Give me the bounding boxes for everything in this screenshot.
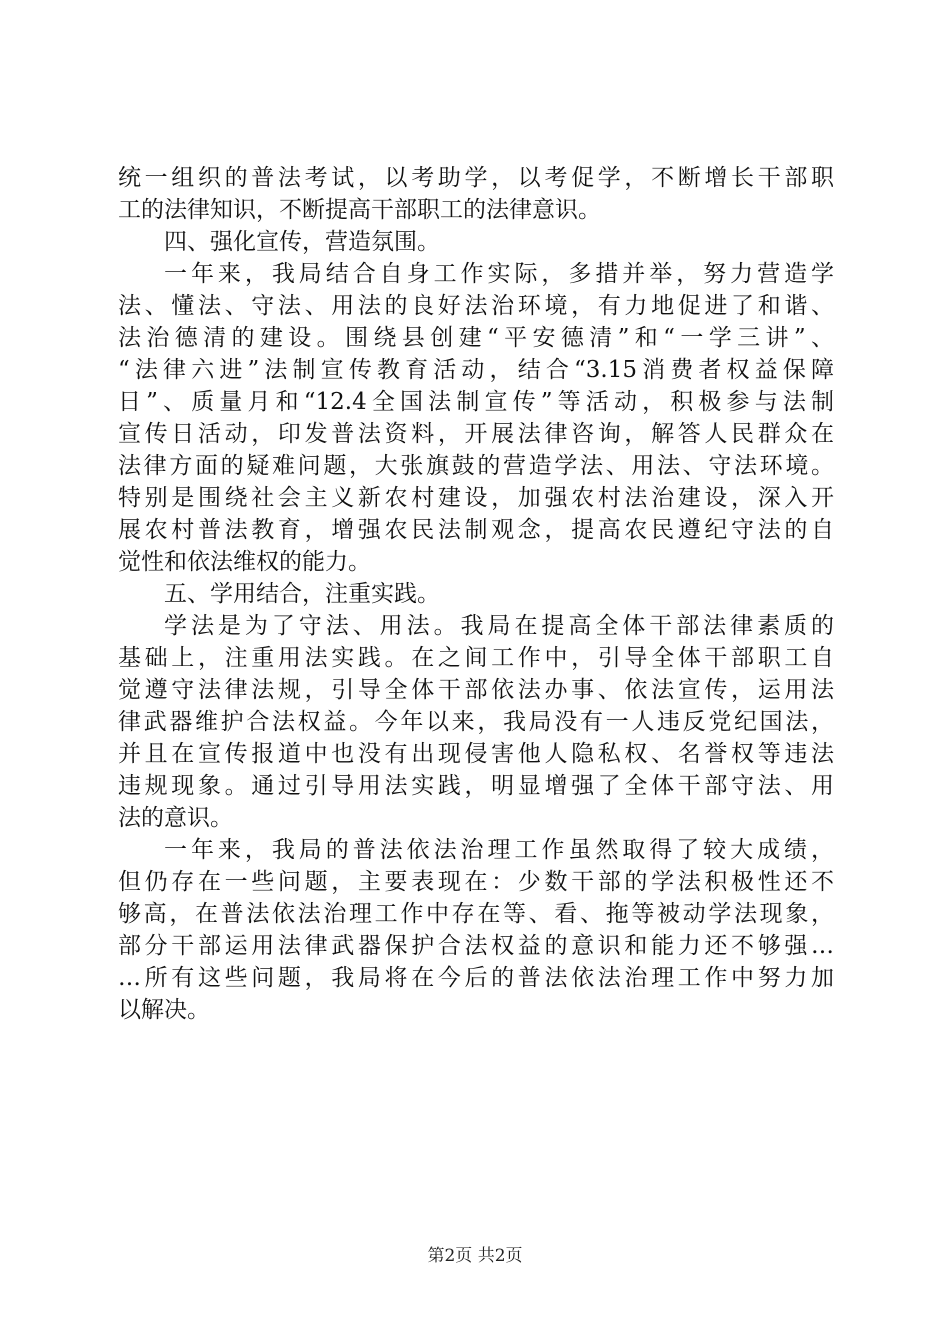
- text-line: 以解决。: [118, 997, 210, 1023]
- text-line: 违规现象。通过引导用法实践，明显增强了全体干部守法、用: [118, 773, 834, 799]
- text-line: 五、学用结合，注重实践。: [164, 581, 440, 607]
- text-line: 法的意识。: [118, 805, 233, 831]
- text-line: 并且在宣传报道中也没有出现侵害他人隐私权、名誉权等违法: [118, 741, 834, 767]
- text-line: 统一组织的普法考试，以考助学，以考促学，不断增长干部职: [118, 165, 834, 191]
- text-line: 日”、质量月和“12.4全国法制宣传”等活动，积极参与法制: [118, 389, 834, 415]
- text-line: 法治德清的建设。围绕县创建“平安德清”和“一学三讲”、: [118, 325, 834, 351]
- text-line: 展农村普法教育，增强农民法制观念，提高农民遵纪守法的自: [118, 517, 834, 543]
- text-line: 一年来，我局的普法依法治理工作虽然取得了较大成绩，: [164, 837, 834, 863]
- text-line: 但仍存在一些问题，主要表现在：少数干部的学法积极性还不: [118, 869, 834, 895]
- text-line: 一年来，我局结合自身工作实际，多措并举，努力营造学: [164, 261, 834, 287]
- text-line: 四、强化宣传，营造氛围。: [164, 229, 440, 255]
- text-line: 宣传日活动，印发普法资料，开展法律咨询，解答人民群众在: [118, 421, 834, 447]
- document-body: [118, 162, 834, 1026]
- text-line: 律武器维护合法权益。今年以来，我局没有一人违反党纪国法，: [118, 709, 834, 735]
- text-line: 特别是围绕社会主义新农村建设，加强农村法治建设，深入开: [118, 485, 834, 511]
- text-line: 部分干部运用法律武器保护合法权益的意识和能力还不够强…: [118, 933, 834, 959]
- page-footer: 第2页 共2页: [427, 1246, 523, 1266]
- text-line: 基础上，注重用法实践。在之间工作中，引导全体干部职工自: [118, 645, 834, 671]
- text-line: 法律方面的疑难问题，大张旗鼓的营造学法、用法、守法环境。: [118, 453, 834, 479]
- text-line: …所有这些问题，我局将在今后的普法依法治理工作中努力加: [118, 965, 834, 991]
- text-line: 够高，在普法依法治理工作中存在等、看、拖等被动学法现象，: [118, 901, 834, 927]
- text-line: 觉遵守法律法规，引导全体干部依法办事、依法宣传，运用法: [118, 677, 834, 703]
- text-line: 学法是为了守法、用法。我局在提高全体干部法律素质的: [164, 613, 834, 639]
- text-line: 工的法律知识，不断提高干部职工的法律意识。: [118, 197, 601, 223]
- text-line: 法、懂法、守法、用法的良好法治环境，有力地促进了和谐、: [118, 293, 834, 319]
- text-line: “法律六进”法制宣传教育活动，结合“3.15消费者权益保障: [118, 357, 834, 383]
- text-line: 觉性和依法维权的能力。: [118, 549, 371, 575]
